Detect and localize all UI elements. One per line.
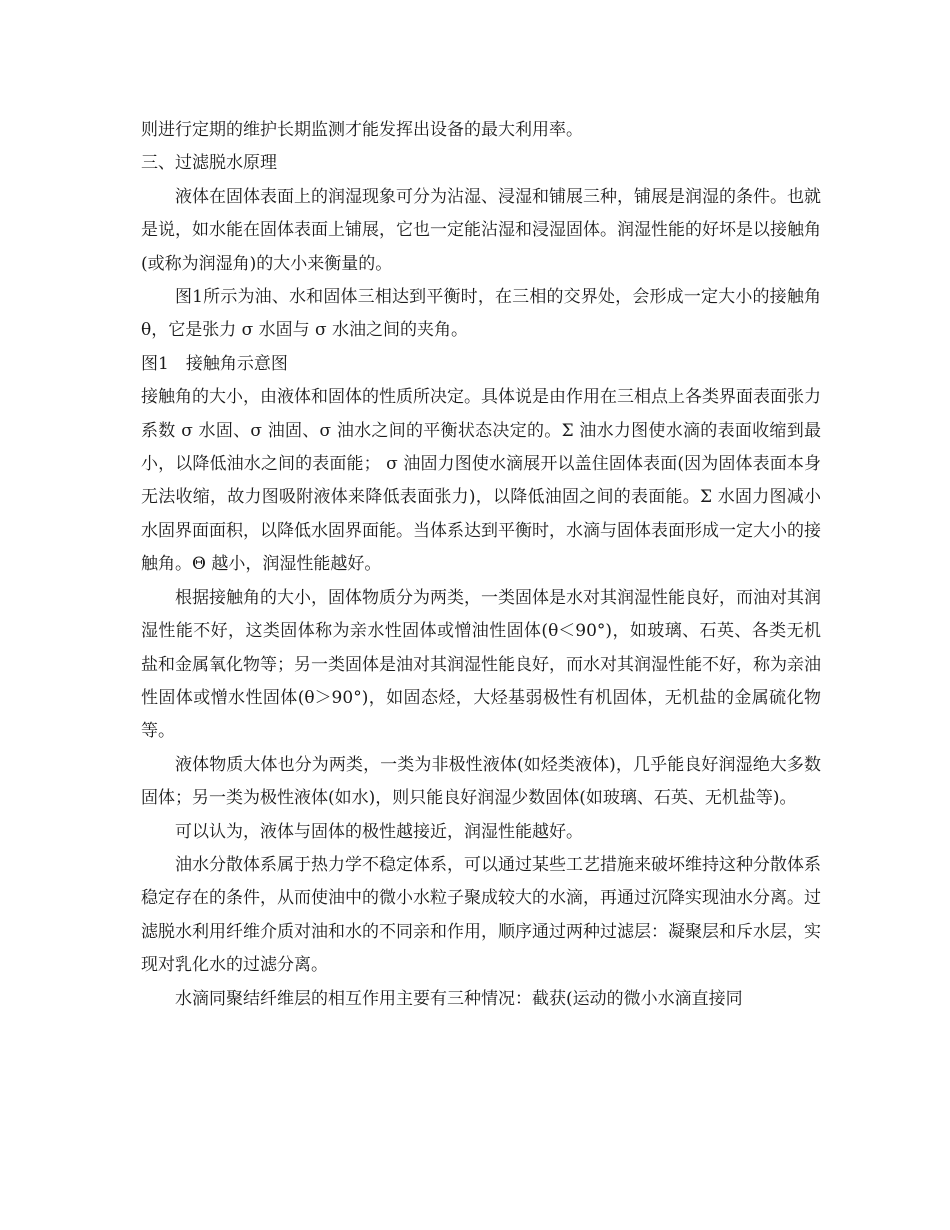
paragraph-polarity: 可以认为，液体与固体的极性越接近，润湿性能越好。 [175, 821, 583, 842]
paragraph-contact-angle: 接触角的大小，由液体和固体的性质所决定。具体说是由作用在三相点上各类界面表面张力系数 σ 水固、σ 油固、σ 油水之间的平衡状态决定的。Σ 油水力图使水滴的表面收缩到最小，以降低油水之间的表面能； σ 油固力图使水滴展开以盖住固体表面(因为固体表面本身无法收缩，故力图吸附液体来降低表面张力)，以降低油固之间的表面能。Σ 水固力图减小水固界面面积，以降低水固界面能。当体系达到平衡时，水滴与固体表面形成一定大小的接触角。Θ 越小，润湿性能越好。 [141, 387, 821, 575]
paragraph-continuation: 则进行定期的维护长期监测才能发挥出设备的最大利用率。 [141, 120, 583, 140]
paragraph-interaction: 水滴同聚结纤维层的相互作用主要有三种情况：截获(运动的微小水滴直接同 [175, 988, 743, 1009]
document-body [141, 114, 821, 1016]
paragraph-solid-classification: 根据接触角的大小，固体物质分为两类，一类固体是水对其润湿性能良好，而油对其润湿性能不好，这类固体称为亲水性固体或憎油性固体(θ＜90°)，如玻璃、石英、各类无机盐和金属氧化物等；另一类固体是油对其润湿性能良好，而水对其润湿性能不好，称为亲油性固体或憎水性固体(θ＞90°)，如固态烃，大烃基弱极性有机固体，无机盐的金属硫化物等。 [141, 587, 821, 742]
section-heading: 三、过滤脱水原理 [141, 153, 277, 174]
paragraph-dispersion-system: 油水分散体系属于热力学不稳定体系，可以通过某些工艺措施来破坏维持这种分散体系稳定存在的条件，从而使油中的微小水粒子聚成较大的水滴，再通过沉降实现油水分离。过滤脱水利用纤维介质对油和水的不同亲和作用，顺序通过两种过滤层：凝聚层和斥水层，实现对乳化水的过滤分离。 [141, 854, 821, 976]
paragraph-figure-description: 图1所示为油、水和固体三相达到平衡时，在三相的交界处，会形成一定大小的接触角 θ，它是张力 σ 水固与 σ 水油之间的夹角。 [141, 287, 821, 341]
paragraph-liquid-classification: 液体物质大体也分为两类，一类为非极性液体(如烃类液体)，几乎能良好润湿绝大多数固体；另一类为极性液体(如水)，则只能良好润湿少数固体(如玻璃、石英、无机盐等)。 [141, 754, 821, 809]
paragraph-wetting-types: 液体在固体表面上的润湿现象可分为沾湿、浸湿和铺展三种，铺展是润湿的条件。也就是说，如水能在固体表面上铺展，它也一定能沾湿和浸湿固体。润湿性能的好坏是以接触角(或称为润湿角)的大小来衡量的。 [141, 186, 821, 274]
figure-caption: 图1 接触角示意图 [141, 353, 288, 374]
